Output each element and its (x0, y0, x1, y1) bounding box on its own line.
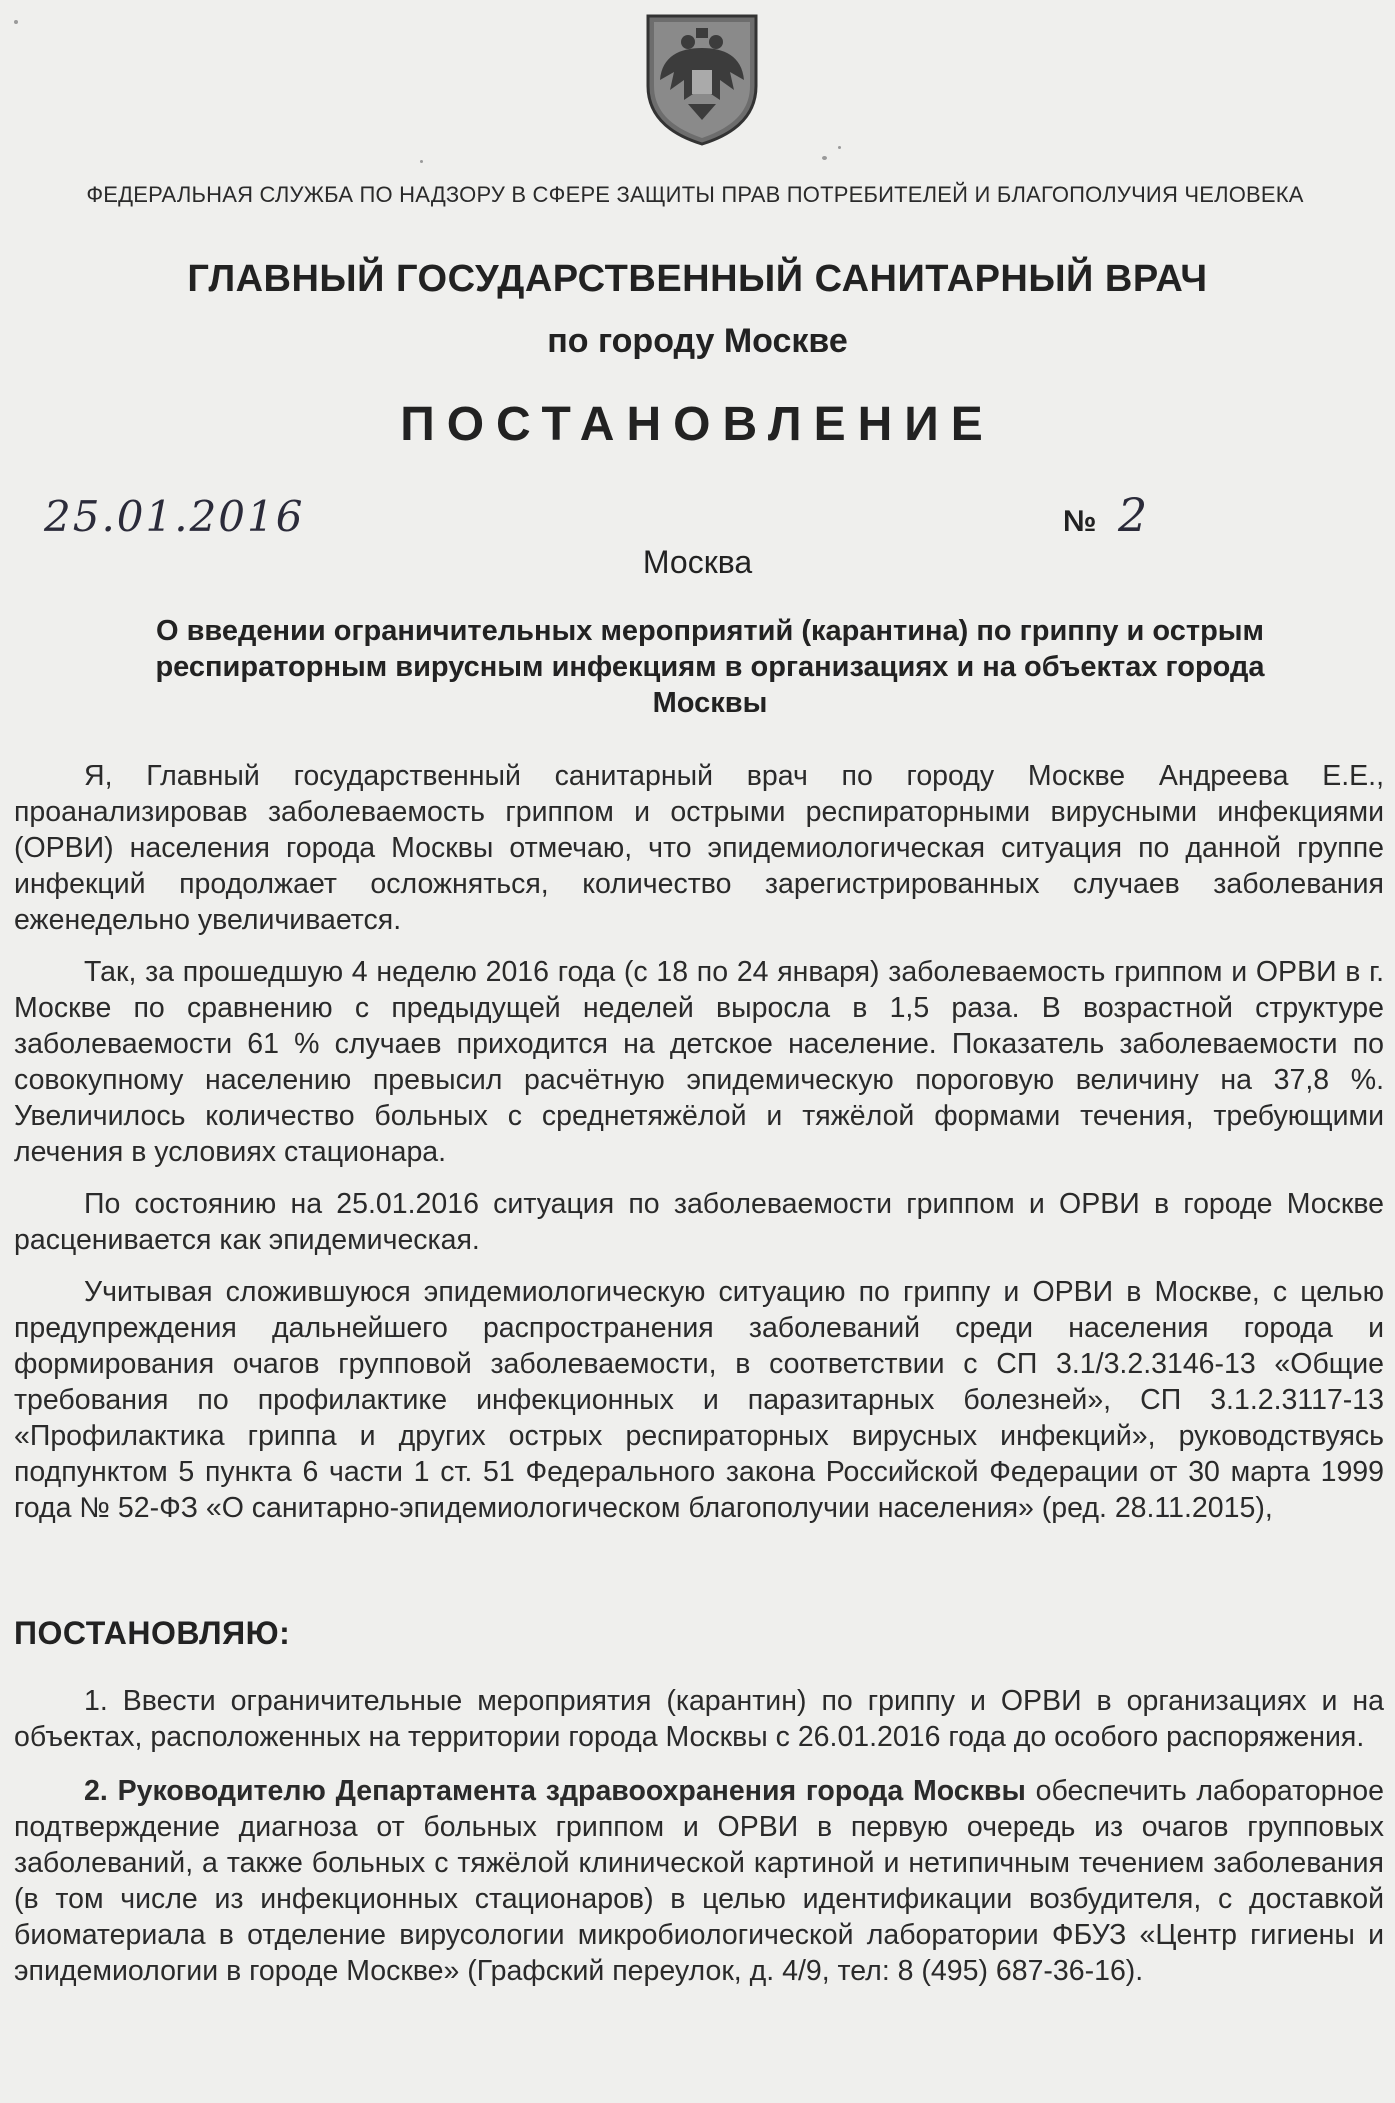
decree-item-lead: 2. Руководителю Департамента здравоохранения города Москвы (84, 1775, 1026, 1807)
paragraph: Учитывая сложившуюся эпидемиологическую ситуацию по гриппу и ОРВИ в Москве, с целью предупреждения дальнейшего распространения заболеваний среди населения города и формирования очагов групповой заболеваемости, в соответствии с СП 3.1/3.2.3146-13 «Общие требования по профилактике инфекционных и паразитарных болезней», СП 3.1.2.3117-13 «Профилактика гриппа и других острых респираторных вирусных инфекций», руководствуясь подпунктом 5 пункта 6 части 1 ст. 51 Федерального закона Российской Федерации от 30 марта 1999 года № 52-ФЗ «О санитарно-эпидемиологическом благополучии населения» (ред. 28.11.2015), (14, 1276, 1384, 1524)
document-place: Москва (642, 544, 753, 580)
coat-of-arms-icon (640, 8, 764, 148)
document-date: 25.01.2016 (44, 492, 305, 541)
decree-items (14, 1683, 1384, 2007)
issuer-city: по городу Москве (547, 322, 848, 360)
scan-speck (822, 156, 827, 160)
decree-item-text: обеспечить лабораторное подтверждение диагноза от больных гриппом и ОРВИ в первую очередь из очагов групповых заболеваний, а также больных с тяжёлой клинической картиной и нетипичным течением заболевания (в том числе из инфекционных стационаров) в целью идентификации возбудителя, с доставкой биоматериала в отделение вирусологии микробиологической лаборатории ФБУЗ «Центр гигиены и эпидемиологии в городе Москве» (Графский переулок, д. 4/9, тел: 8 (495) 687-36-16). (14, 1775, 1385, 1987)
decree-item-text: 1. Ввести ограничительные мероприятия (карантин) по гриппу и ОРВИ в организациях и на объектах, расположенных на территории города Москвы с 26.01.2016 года до особого распоряжения. (14, 1685, 1384, 1753)
document-number: 2 (1118, 488, 1148, 542)
decree-heading: ПОСТАНОВЛЯЮ: (14, 1615, 291, 1651)
paragraph: По состоянию на 25.01.2016 ситуация по заболеваемости гриппом и ОРВИ в городе Москве расценивается как эпидемическая. (14, 1188, 1384, 1256)
scan-speck (420, 160, 423, 163)
decree-item (14, 1773, 1384, 1989)
document-type: ПОСТАНОВЛЕНИЕ (400, 398, 995, 451)
paragraph: Я, Главный государственный санитарный врач по городу Москве Андреева Е.Е., проанализировав заболеваемость гриппом и острыми респираторными вирусными инфекциями (ОРВИ) населения города Москвы отмечаю, что эпидемиологическая ситуация по данной группе инфекций продолжает осложняться, количество зарегистрированных случаев заболевания еженедельно увеличивается. (14, 760, 1384, 936)
preamble (14, 758, 1384, 1542)
decree-item (14, 1683, 1384, 1755)
document-number-label: № (1063, 505, 1097, 538)
issuer-title: ГЛАВНЫЙ ГОСУДАРСТВЕННЫЙ САНИТАРНЫЙ ВРАЧ (187, 258, 1208, 300)
scan-speck (14, 20, 18, 24)
document-subject: О введении ограничительных мероприятий (карантина) по гриппу и острым респираторным вирусным инфекциям в организациях и на объектах города Москвы (155, 615, 1265, 719)
scan-speck (838, 146, 841, 149)
agency-name: ФЕДЕРАЛЬНАЯ СЛУЖБА ПО НАДЗОРУ В СФЕРЕ ЗАЩИТЫ ПРАВ ПОТРЕБИТЕЛЕЙ И БЛАГОПОЛУЧИЯ ЧЕЛОВЕКА (86, 182, 1304, 207)
paragraph: Так, за прошедшую 4 неделю 2016 года (с 18 по 24 января) заболеваемость гриппом и ОРВИ в г. Москве по сравнению с предыдущей неделей выросла в 1,5 раза. В возрастной структуре заболеваемости 61 % случаев приходится на детское население. Показатель заболеваемости по совокупному населению превысил расчётную эпидемическую пороговую величину на 37,8 %. Увеличилось количество больных с среднетяжёлой и тяжёлой формами течения, требующими лечения в условиях стационара. (14, 956, 1384, 1168)
